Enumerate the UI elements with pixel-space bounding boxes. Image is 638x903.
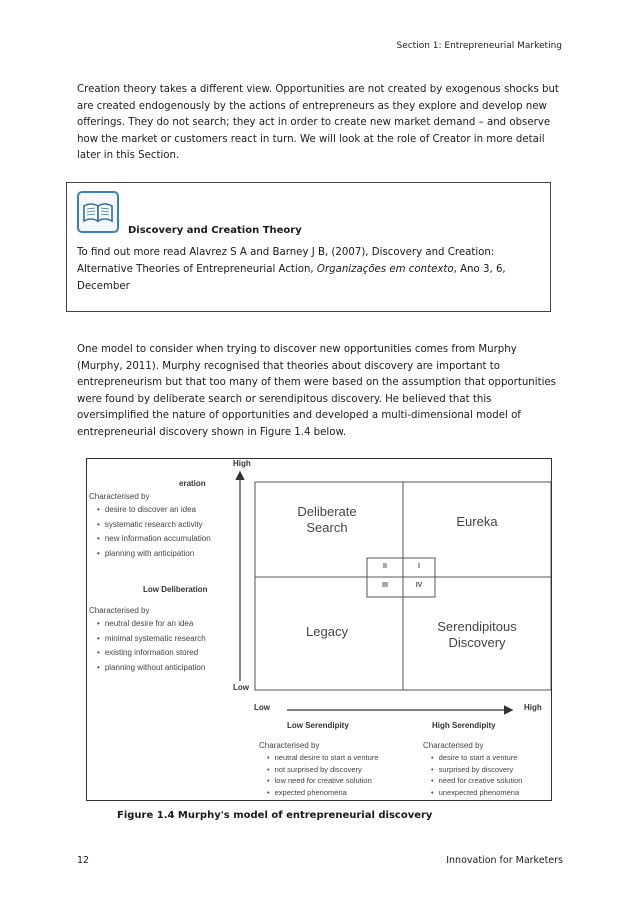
running-footer: Innovation for Marketers [446,855,563,866]
info-box-title: Discovery and Creation Theory [128,225,302,236]
high-serendipity-heading: High Serendipity [432,721,496,730]
quadrant-number-iii: III [382,582,388,589]
list-item: • systematic research activity [89,518,211,533]
list-item: • minimal systematic research [89,632,206,647]
x-axis-high-label: High [524,703,542,712]
murphy-discovery-figure [86,458,552,801]
low-serendipity-heading: Low Serendipity [287,721,349,730]
list-item: • surprised by discovery [423,764,522,776]
x-axis-low-label: Low [254,703,270,712]
list-item: • new information accumulation [89,532,211,547]
list-item: • neutral desire to start a venture [259,752,378,764]
y-axis-high-label: High [233,459,251,468]
low-serendipity-characterised: Characterised by [259,741,320,750]
quadrant-number-iv: IV [415,582,423,589]
high-serendipity-list [423,752,522,798]
reference-text: To find out more read Alavrez S A and Barney J B, (2007), Discovery and Creation: Alternative Theories of Entrepreneurial Action, [77,247,495,275]
list-item: • not surprised by discovery [259,764,378,776]
paragraph-creation-theory: Creation theory takes a different view. Opportunities are not created by exogenous shocks but are created endogenously by the actions of entrepreneurs as they explore and develop new offerings. They do not search; they act in order to create new market demand – and observe how the market or customers react in turn. We will look at the role of Creator in more detail later in this Section. [77,84,559,161]
list-item: • need for creative solution [423,775,522,787]
list-item: • desire to discover an idea [89,503,211,518]
list-item: • existing information stored [89,646,206,661]
low-serendipity-list [259,752,378,798]
journal-title: Organizações em contexto [316,264,454,275]
paragraph-murphy-model: One model to consider when trying to discover new opportunities comes from Murphy (Murphy, 2011). Murphy recognised that theories about discovery are important to entrepreneurism but that too many of them were based on the assumption that opportunities were found by deliberate search or serendipitous discovery. He believed that this oversimplified the nature of opportunities and developed a multi-dimensional model of entrepreneurial discovery shown in Figure 1.4 below. [77,344,556,438]
running-header: Section 1: Entrepreneurial Marketing [396,41,562,51]
y-axis-low-label: Low [233,683,249,692]
quadrant-eureka: Eureka [456,514,498,529]
quadrant-serendipitous-discovery: Serendipitous Discovery [437,619,517,650]
quadrant-number-i: I [418,563,420,570]
high-deliberation-list [89,503,211,561]
page-number: 12 [77,855,90,866]
high-deliberation-characterised: Characterised by [89,492,150,501]
high-deliberation-heading: eration [179,479,206,488]
low-deliberation-heading: Low Deliberation [143,585,208,594]
list-item: • low need for creative solution [259,775,378,787]
list-item: • planning with anticipation [89,547,211,562]
list-item: • planning without anticipation [89,661,206,676]
low-deliberation-characterised: Characterised by [89,606,150,615]
quadrant-deliberate-search: Deliberate Search [297,504,357,535]
list-item: • desire to start a venture [423,752,522,764]
reference-tail: , Ano 3, 6, December [77,264,506,292]
quadrant-number-ii: II [383,563,387,570]
list-item: • neutral desire for an idea [89,617,206,632]
low-deliberation-list [89,617,206,675]
high-serendipity-characterised: Characterised by [423,741,484,750]
book-icon [77,191,119,233]
quadrant-legacy: Legacy [306,624,348,639]
list-item: • expected phenomena [259,787,378,799]
list-item: • unexpected phenomena [423,787,522,799]
info-box-reference [77,244,547,295]
figure-caption: Figure 1.4 Murphy's model of entrepreneurial discovery [117,810,433,821]
